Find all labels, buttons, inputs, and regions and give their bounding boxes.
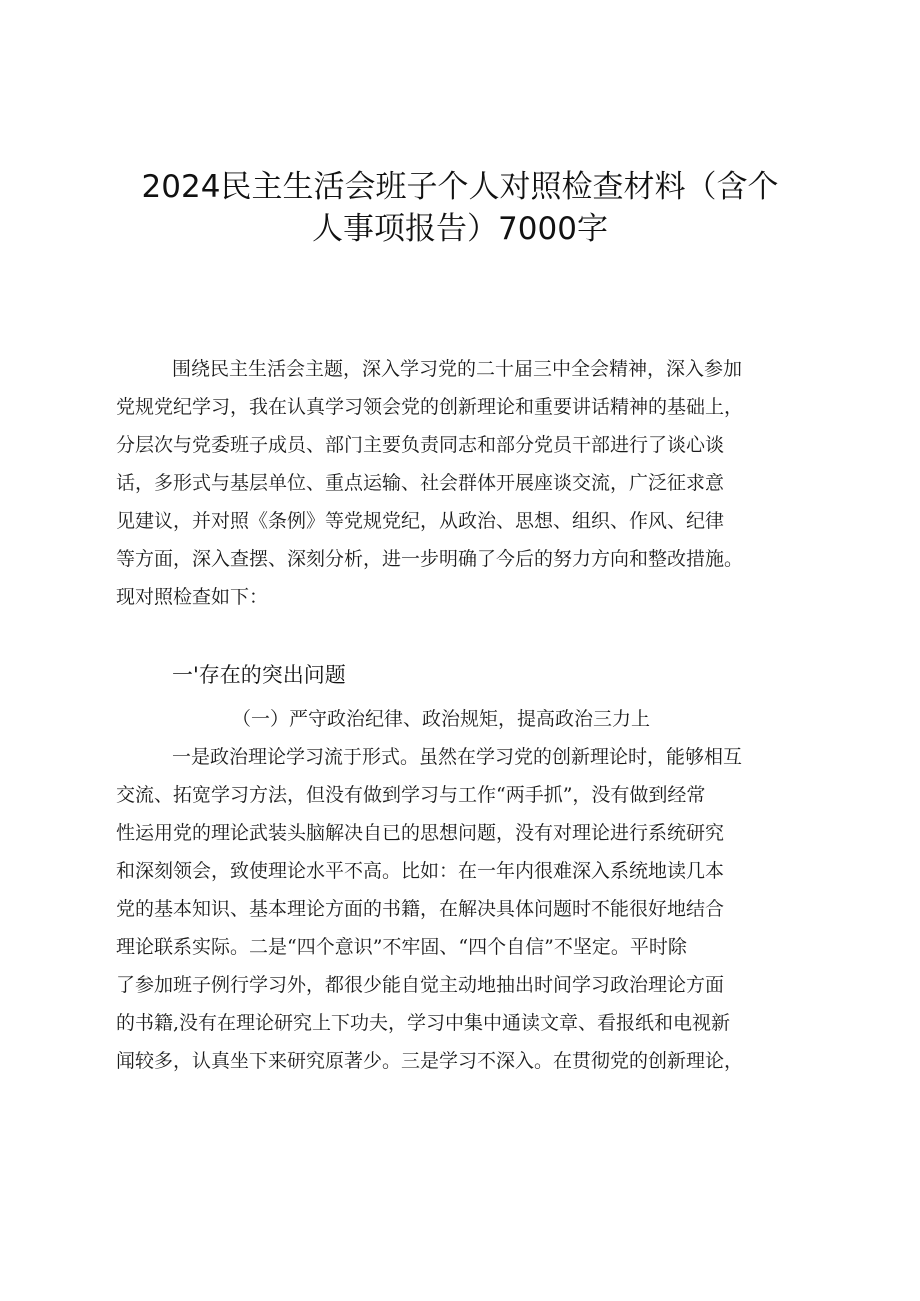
intro-line: 话，多形式与基层单位、重点运输、社会群体开展座谈交流，广泛征求意 xyxy=(116,472,725,494)
section-heading: 一'存在的突出问题 xyxy=(172,663,346,687)
document-title xyxy=(100,166,820,250)
subsection-heading: （一）严守政治纪律、政治规矩，提高政治三力上 xyxy=(232,708,651,730)
intro-line: 党规党纪学习，我在认真学习领会党的创新理论和重要讲话精神的基础上， xyxy=(116,396,744,418)
body-line: 理论联系实际。二是“四个意识”不牢固、“四个自信”不坚定。平时除 xyxy=(116,936,687,958)
body-line: 性运用党的理论武装头脑解决自已的思想问题，没有对理论进行系统研究 xyxy=(116,822,725,844)
intro-line: 现对照检查如下： xyxy=(116,586,269,608)
body-line: 闻较多，认真坐下来研究原著少。三是学习不深入。在贯彻党的创新理论， xyxy=(116,1050,744,1072)
body-line: 了参加班子例行学习外，都很少能自觉主动地抽出时间学习政治理论方面 xyxy=(116,974,725,996)
intro-line: 见建议，并对照《条例》等党规党纪，从政治、思想、组织、作风、纪律 xyxy=(116,510,725,532)
body-line: 交流、拓宽学习方法，但没有做到学习与工作“两手抓”，没有做到经常 xyxy=(116,784,706,806)
intro-line: 等方面，深入查摆、深刻分析，进一步明确了今后的努力方向和整改措施。 xyxy=(116,548,744,570)
title-line-1: 2024民主生活会班子个人对照检查材料（含个 xyxy=(141,169,779,205)
title-line-2: 人事项报告）7000字 xyxy=(312,211,608,247)
body-line: 的书籍,没有在理论研究上下功夫，学习中集中通读文章、看报纸和电视新 xyxy=(116,1012,731,1034)
body-line: 和深刻领会，致使理论水平不高。比如：在一年内很难深入系统地读几本 xyxy=(116,860,725,882)
intro-line: 围绕民主生活会主题，深入学习党的二十届三中全会精神，深入参加 xyxy=(172,358,743,380)
body-line: 一是政治理论学习流于形式。虽然在学习党的创新理论时，能够相互 xyxy=(172,746,743,768)
intro-line: 分层次与党委班子成员、部门主要负责同志和部分党员干部进行了谈心谈 xyxy=(116,434,725,456)
body-line: 党的基本知识、基本理论方面的书籍，在解决具体问题时不能很好地结合 xyxy=(116,898,725,920)
